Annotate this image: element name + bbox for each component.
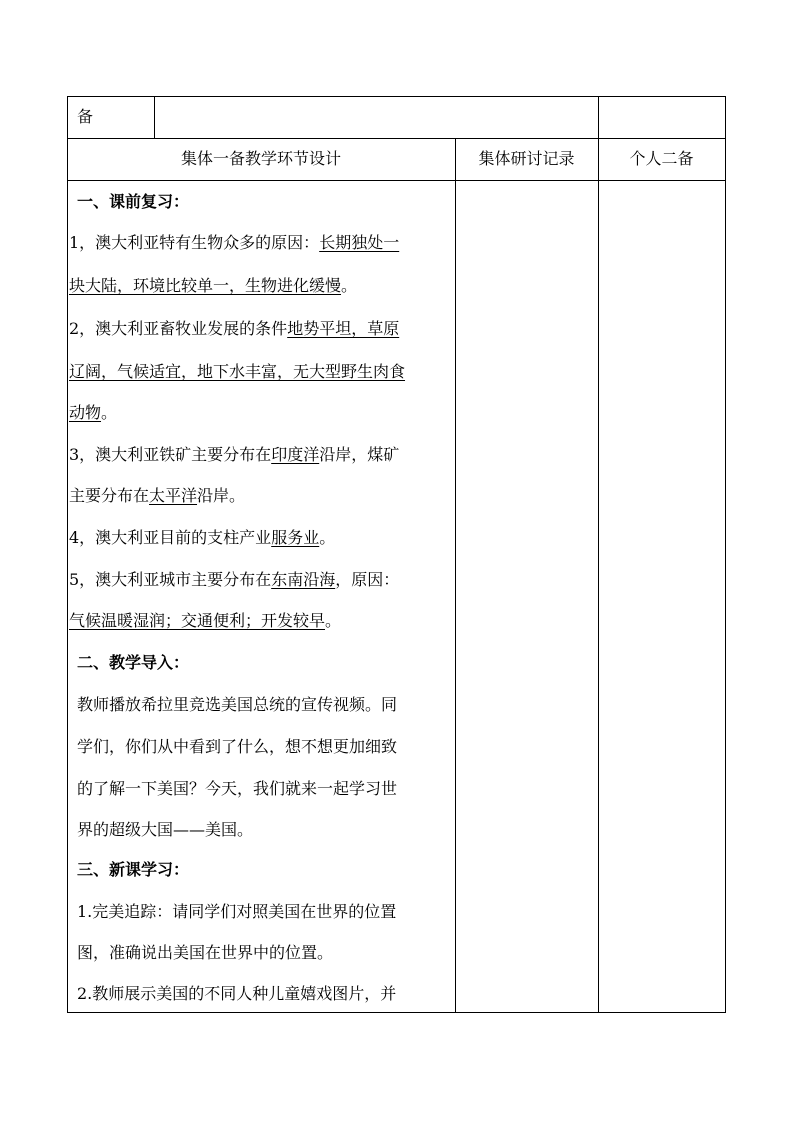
table-col-divider (154, 96, 155, 138)
answer: 服务业 (271, 528, 320, 547)
intro-line: 教师播放希拉里竞选美国总统的宣传视频。同 (77, 695, 398, 714)
header-design: 集体一备教学环节设计 (180, 149, 341, 168)
answer: 印度洋 (271, 445, 320, 464)
answer: 块大陆，环境比较单一，生物进化缓慢 (69, 276, 342, 295)
table-row-divider (67, 180, 726, 181)
review-item-3-line2: 主要分布在太平洋沿岸。 (69, 486, 246, 505)
answer: 辽阔，气候适宜，地下水丰富，无大型野生肉食 (69, 362, 406, 381)
answer: 地势平坦，草原 (287, 319, 400, 338)
table-col-divider (455, 138, 456, 1013)
new-lesson-line: 2.教师展示美国的不同人种儿童嬉戏图片，并 (77, 984, 397, 1003)
review-item-3-line1: 3，澳大利亚铁矿主要分布在印度洋沿岸，煤矿 (69, 445, 400, 464)
new-lesson-line: 1.完美追踪：请同学们对照美国在世界的位置 (77, 902, 397, 921)
header-personal: 个人二备 (629, 149, 694, 168)
new-lesson-line: 图，准确说出美国在世界中的位置。 (77, 943, 334, 962)
answer: 气候温暖湿润；交通便利；开发较早 (69, 611, 326, 630)
review-item-4: 4，澳大利亚目前的支柱产业服务业。 (69, 528, 336, 547)
table-border-bottom (67, 1012, 726, 1013)
table-border-left (67, 96, 68, 1013)
table-row-divider (67, 138, 726, 139)
review-item-1-line1: 1，澳大利亚特有生物众多的原因：长期独处一 (69, 233, 400, 252)
review-item-2-line1: 2，澳大利亚畜牧业发展的条件地势平坦，草原 (69, 319, 400, 338)
review-item-1-line2: 块大陆，环境比较单一，生物进化缓慢。 (69, 276, 358, 295)
review-item-2-line3: 动物。 (69, 403, 118, 422)
answer: 动物 (69, 403, 102, 422)
answer: 东南沿海 (271, 570, 336, 589)
header-record: 集体研讨记录 (478, 149, 575, 168)
answer: 太平洋 (149, 486, 198, 505)
section-title-intro: 二、教学导入： (77, 653, 190, 672)
intro-line: 界的超级大国——美国。 (77, 820, 254, 839)
answer: 长期独处一 (319, 233, 400, 252)
top-row-label: 备 (77, 107, 94, 126)
intro-line: 的了解一下美国？今天，我们就来一起学习世 (77, 779, 398, 798)
section-title-new-lesson: 三、新课学习： (77, 860, 190, 879)
lesson-plan-table (67, 96, 726, 1013)
table-border-right (725, 96, 726, 1013)
intro-line: 学们，你们从中看到了什么，想不想更加细致 (77, 737, 398, 756)
table-col-divider (598, 96, 599, 1013)
section-title-review: 一、课前复习： (77, 192, 190, 211)
table-border-top (67, 96, 726, 97)
review-item-5-line1: 5，澳大利亚城市主要分布在东南沿海，原因： (69, 570, 400, 589)
review-item-2-line2 (69, 362, 405, 382)
review-item-5-line2: 气候温暖湿润；交通便利；开发较早。 (69, 611, 342, 630)
